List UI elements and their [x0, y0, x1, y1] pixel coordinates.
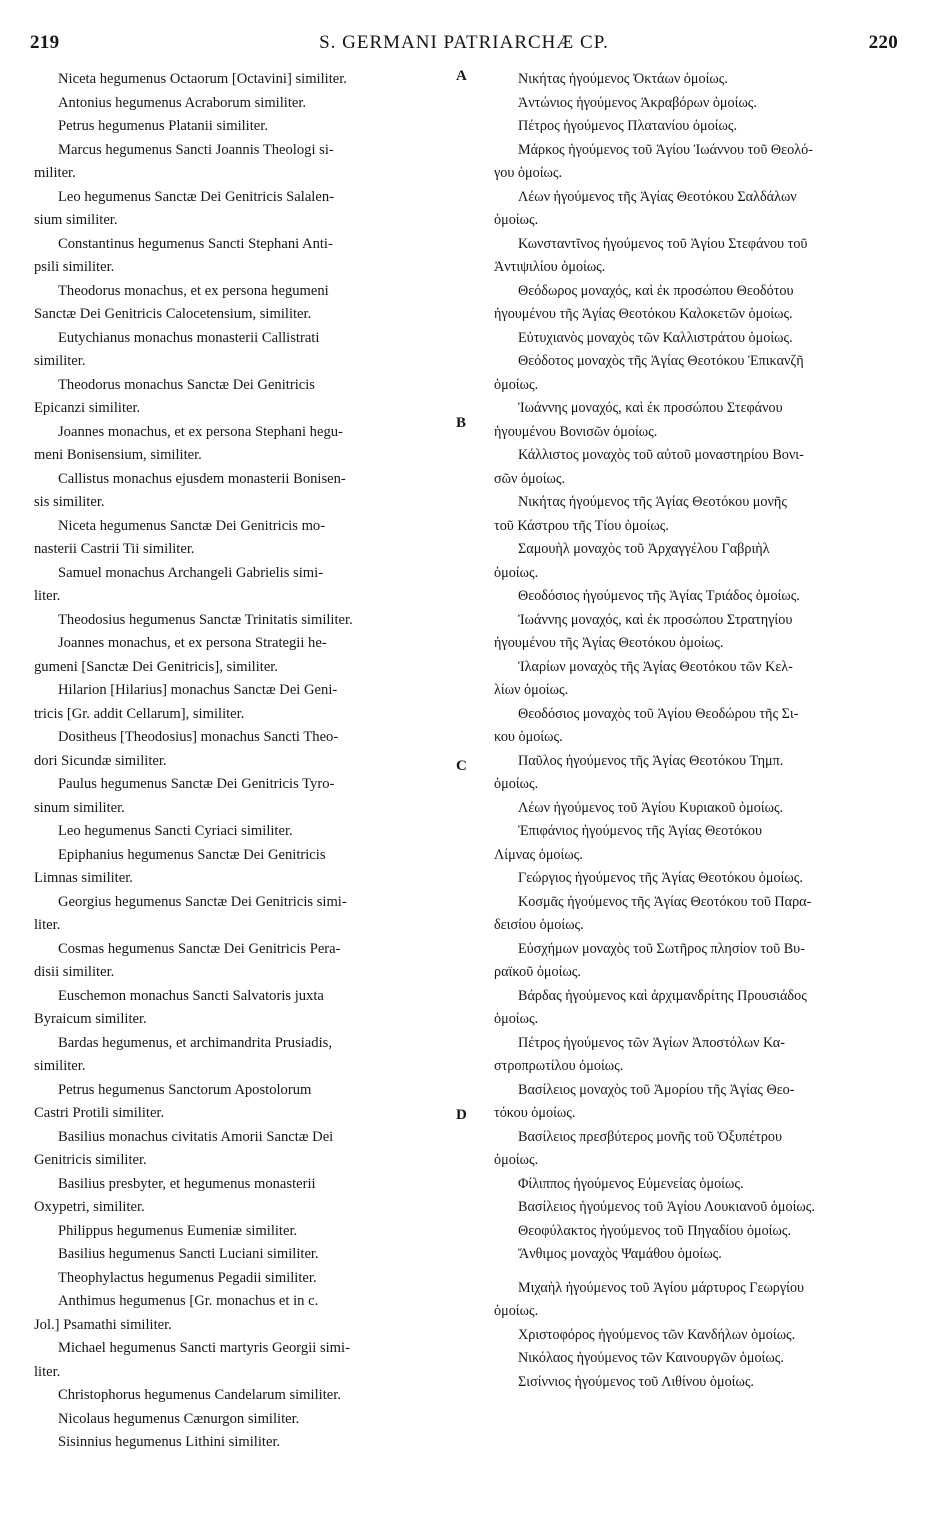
latin-entry [34, 1173, 456, 1220]
latin-entry [34, 233, 456, 280]
greek-column [494, 68, 894, 1394]
entry-line: sis similiter. [34, 494, 105, 510]
greek-entry [494, 327, 894, 351]
entry-line: psili similiter. [34, 259, 115, 275]
greek-entry [494, 585, 894, 609]
entry-line: ἡγουμένου τῆς Ἁγίας Θεοτόκου ὁμοίως. [494, 635, 724, 651]
latin-entry [34, 1243, 456, 1267]
entry-line: Sisinnius hegumenus Lithini similiter. [58, 1434, 281, 1450]
entry-line: Oxypetri, similiter. [34, 1199, 145, 1215]
greek-entry [494, 1347, 894, 1371]
entry-line: Βάρδας ἡγούμενος καὶ ἀρχιμανδρίτης Προυσιάδος [518, 987, 807, 1004]
latin-entry [34, 985, 456, 1032]
entry-line: Ἱλαρίων μοναχὸς τῆς Ἁγίας Θεοτόκου τῶν Κελ- [518, 658, 793, 675]
latin-entry [34, 92, 456, 116]
entry-line: Ἰωάννης μοναχός, καὶ ἐκ προσώπου Στρατηγίου [518, 611, 793, 628]
entry-line: Petrus hegumenus Sanctorum Apostolorum [58, 1081, 312, 1098]
entry-line: Joannes monachus, et ex persona Stephani hegu- [58, 423, 343, 440]
page-number-left: 219 [30, 32, 60, 53]
entry-line: ὁμοίως. [494, 776, 539, 792]
entry-line: Θεοδόσιος μοναχὸς τοῦ Ἁγίου Θεοδώρου τῆς Σι- [518, 705, 799, 722]
entry-line: Basilius monachus civitatis Amorii Sanctæ Dei [58, 1128, 334, 1145]
entry-line: Genitricis similiter. [34, 1152, 147, 1168]
entry-line: Ἐπιφάνιος ἡγούμενος τῆς Ἁγίας Θεοτόκου [518, 823, 763, 839]
entry-line: Ἰωάννης μοναχός, καὶ ἐκ προσώπου Στεφάνου [518, 400, 783, 416]
greek-entry [494, 538, 894, 585]
entry-line: Κάλλιστος μοναχὸς τοῦ αὐτοῦ μοναστηρίου Βονι- [518, 447, 804, 463]
latin-entry [34, 609, 456, 633]
entry-line: Theophylactus hegumenus Pegadii similiter. [58, 1269, 317, 1286]
latin-entry [34, 139, 456, 186]
running-title: S. GERMANI PATRIARCHÆ CP. [319, 32, 609, 53]
entry-line: Σισίννιος ἡγούμενος τοῦ Λιθίνου ὁμοίως. [518, 1373, 754, 1390]
greek-entry [494, 186, 894, 233]
entry-line: Βασίλειος μοναχὸς τοῦ Ἀμορίου τῆς Ἁγίας Θεο- [518, 1081, 795, 1098]
entry-line: ὁμοίως. [494, 1152, 539, 1168]
greek-entry [494, 820, 894, 867]
latin-entry [34, 515, 456, 562]
latin-entry [34, 68, 456, 92]
entry-line: nasterii Castrii Tii similiter. [34, 541, 195, 557]
entry-line: Μάρκος ἡγούμενος τοῦ Ἁγίου Ἰωάννου τοῦ Θεολό- [518, 141, 813, 158]
greek-entry [494, 1126, 894, 1173]
entry-line: Μιχαὴλ ἡγούμενος τοῦ Ἁγίου μάρτυρος Γεωργίου [518, 1279, 805, 1296]
latin-entry [34, 938, 456, 985]
entry-line: ἡγουμένου τῆς Ἁγίας Θεοτόκου Καλοκετῶν ὁμοίως. [494, 306, 793, 322]
entry-line: meni Bonisensium, similiter. [34, 447, 202, 463]
greek-entry [494, 350, 894, 397]
entry-line: tricis [Gr. addit Cellarum], similiter. [34, 705, 245, 722]
latin-entry [34, 421, 456, 468]
latin-entry [34, 562, 456, 609]
entry-line: Georgius hegumenus Sanctæ Dei Genitricis simi- [58, 893, 347, 910]
entry-line: στροπρωτίλου ὁμοίως. [494, 1058, 624, 1074]
greek-entry [494, 1324, 894, 1348]
latin-entry [34, 1032, 456, 1079]
greek-entry [494, 491, 894, 538]
latin-entry [34, 891, 456, 938]
entry-line: Θεόδωρος μοναχός, καὶ ἐκ προσώπου Θεοδότου [518, 282, 794, 299]
greek-entry [494, 609, 894, 656]
greek-entry [494, 867, 894, 891]
entry-line: ὁμοίως. [494, 376, 539, 393]
entry-line: Theodorus monachus Sanctæ Dei Genitricis [58, 376, 315, 393]
greek-entry [494, 1243, 894, 1267]
greek-entry [494, 1277, 894, 1324]
latin-column [34, 68, 456, 1455]
entry-line: Leo hegumenus Sanctæ Dei Genitricis Salalen- [58, 188, 334, 205]
entry-line: Ἄνθιμος μοναχὸς Ψαμάθου ὁμοίως. [518, 1246, 722, 1262]
latin-entry [34, 327, 456, 374]
entry-line: ὁμοίως. [494, 1011, 539, 1027]
entry-line: κου ὁμοίως. [494, 729, 563, 745]
entry-line: Γεώργιος ἡγούμενος τῆς Ἁγίας Θεοτόκου ὁμοίως. [518, 870, 803, 886]
entry-line: Michael hegumenus Sancti martyris Georgii simi- [58, 1340, 350, 1356]
greek-entry [494, 397, 894, 444]
margin-marker-b: B [456, 415, 467, 431]
entry-line: Jol.] Psamathi similiter. [34, 1316, 172, 1333]
entry-line: Christophorus hegumenus Candelarum similiter. [58, 1387, 341, 1403]
latin-entry [34, 632, 456, 679]
entry-line: Antonius hegumenus Acraborum similiter. [58, 94, 307, 111]
entry-line: Εὐτυχιανὸς μοναχὸς τῶν Καλλιστράτου ὁμοίως. [518, 329, 793, 346]
entry-line: Cosmas hegumenus Sanctæ Dei Genitricis Pera- [58, 940, 341, 957]
entry-line: Anthimus hegumenus [Gr. monachus et in c. [58, 1293, 319, 1309]
latin-entry [34, 115, 456, 139]
greek-entry [494, 656, 894, 703]
latin-entry [34, 726, 456, 773]
entry-line: Theodosius hegumenus Sanctæ Trinitatis similiter. [58, 611, 353, 628]
entry-line: Sanctæ Dei Genitricis Calocetensium, similiter. [34, 306, 312, 322]
entry-line: dori Sicundæ similiter. [34, 752, 167, 769]
entry-line: liter. [34, 1363, 61, 1380]
entry-line: Limnas similiter. [34, 870, 133, 886]
entry-line: Marcus hegumenus Sancti Joannis Theologi si- [58, 141, 334, 158]
greek-entry [494, 1220, 894, 1244]
entry-line: Hilarion [Hilarius] monachus Sanctæ Dei Geni- [58, 682, 338, 698]
entry-line: Νικήτας ἡγούμενος τῆς Ἁγίας Θεοτόκου μονῆς [518, 494, 787, 510]
latin-entry [34, 1337, 456, 1384]
entry-line: Σαμουὴλ μοναχὸς τοῦ Ἀρχαγγέλου Γαβριὴλ [518, 541, 770, 557]
latin-entry [34, 374, 456, 421]
entry-line: Petrus hegumenus Platanii similiter. [58, 118, 268, 134]
entry-line: Χριστοφόρος ἡγούμενος τῶν Κανδήλων ὁμοίως. [518, 1326, 796, 1343]
greek-entry [494, 985, 894, 1032]
entry-line: δεισίου ὁμοίως. [494, 917, 584, 933]
entry-line: Epicanzi similiter. [34, 400, 141, 416]
greek-entry [494, 233, 894, 280]
entry-line: Callistus monachus ejusdem monasterii Bonisen- [58, 470, 346, 487]
latin-entry [34, 1267, 456, 1291]
margin-marker-d: D [456, 1107, 467, 1123]
entry-line: σῶν ὁμοίως. [494, 470, 566, 487]
page-number-right: 220 [868, 32, 898, 53]
entry-line: Θεοφύλακτος ἡγούμενος τοῦ Πηγαδίου ὁμοίως. [518, 1222, 791, 1239]
entry-line: ἡγουμένου Βονισῶν ὁμοίως. [494, 423, 658, 440]
margin-marker-c: C [456, 758, 467, 774]
entry-line: Nicolaus hegumenus Cænurgon similiter. [58, 1410, 300, 1427]
entry-line: ὁμοίως. [494, 212, 539, 228]
entry-line: Paulus hegumenus Sanctæ Dei Genitricis Tyro- [58, 776, 335, 792]
entry-line: Leo hegumenus Sancti Cyriaci similiter. [58, 823, 293, 839]
entry-line: Philippus hegumenus Eumeniæ similiter. [58, 1222, 298, 1239]
greek-entry [494, 1371, 894, 1395]
running-header [30, 32, 898, 60]
entry-line: λίων ὁμοίως. [494, 682, 569, 698]
entry-line: ὁμοίως. [494, 1303, 539, 1319]
entry-line: ὁμοίως. [494, 564, 539, 581]
greek-entry [494, 139, 894, 186]
latin-entry [34, 1079, 456, 1126]
greek-entry [494, 115, 894, 139]
entry-line: liter. [34, 588, 61, 604]
latin-entry [34, 468, 456, 515]
entry-line: sinum similiter. [34, 799, 125, 816]
latin-entry [34, 1384, 456, 1408]
entry-line: Λίμνας ὁμοίως. [494, 846, 583, 863]
greek-entry [494, 797, 894, 821]
greek-entry [494, 938, 894, 985]
entry-line: Κωνσταντῖνος ἡγούμενος τοῦ Ἁγίου Στεφάνου τοῦ [518, 235, 808, 252]
entry-line: Niceta hegumenus Octaorum [Octavini] similiter. [58, 71, 347, 87]
greek-entry [494, 280, 894, 327]
greek-entry [494, 1079, 894, 1126]
entry-line: Λέων ἡγούμενος τοῦ Ἁγίου Κυριακοῦ ὁμοίως. [518, 799, 784, 816]
latin-entry [34, 1126, 456, 1173]
entry-line: Constantinus hegumenus Sancti Stephani Anti- [58, 235, 333, 252]
entry-line: Dositheus [Theodosius] monachus Sancti Theo- [58, 729, 339, 745]
latin-entry [34, 280, 456, 327]
latin-entry [34, 1408, 456, 1432]
entry-line: Byraicum similiter. [34, 1011, 147, 1027]
greek-entry [494, 1173, 894, 1197]
entry-line: Πέτρος ἡγούμενος Πλατανίου ὁμοίως. [518, 118, 737, 134]
entry-line: Euschemon monachus Sancti Salvatoris juxta [58, 987, 324, 1004]
entry-line: Ἀντώνιος ἡγούμενος Ἀκραβόρων ὁμοίως. [518, 94, 757, 111]
greek-entry [494, 92, 894, 116]
greek-entry [494, 1196, 894, 1220]
greek-entry [494, 444, 894, 491]
entry-line: Κοσμᾶς ἡγούμενος τῆς Ἁγίας Θεοτόκου τοῦ Παρα- [518, 893, 812, 910]
entry-line: Φίλιππος ἡγούμενος Εὐμενείας ὁμοίως. [518, 1175, 744, 1192]
entry-line: Νικόλαος ἡγούμενος τῶν Καινουργῶν ὁμοίως. [518, 1350, 784, 1366]
entry-line: Castri Protili similiter. [34, 1105, 165, 1121]
entry-line: Θεοδόσιος ἡγούμενος τῆς Ἁγίας Τριάδος ὁμοίως. [518, 588, 800, 604]
entry-line: Θεόδοτος μοναχὸς τῆς Ἁγίας Θεοτόκου Ἐπικανζῆ [518, 353, 804, 369]
entry-line: Basilius presbyter, et hegumenus monasterii [58, 1175, 316, 1192]
greek-entry [494, 703, 894, 750]
entry-line: τόκου ὁμοίως. [494, 1105, 576, 1121]
entry-spacer [494, 1267, 894, 1277]
entry-line: ραϊκοῦ ὁμοίως. [494, 964, 581, 980]
entry-line: gumeni [Sanctæ Dei Genitricis], similiter. [34, 658, 278, 675]
greek-entry [494, 1032, 894, 1079]
entry-line: Βασίλειος πρεσβύτερος μονῆς τοῦ Ὀξυπέτρου [518, 1128, 783, 1145]
entry-line: Niceta hegumenus Sanctæ Dei Genitricis mo- [58, 517, 326, 534]
latin-entry [34, 820, 456, 844]
entry-line: Bardas hegumenus, et archimandrita Prusiadis, [58, 1034, 332, 1051]
latin-entry [34, 186, 456, 233]
entry-line: liter. [34, 917, 61, 933]
latin-entry [34, 773, 456, 820]
latin-entry [34, 1290, 456, 1337]
entry-line: Joannes monachus, et ex persona Strategii he- [58, 635, 327, 651]
entry-line: Ἀντιψιλίου ὁμοίως. [494, 259, 606, 275]
entry-line: Theodorus monachus, et ex persona hegumeni [58, 282, 329, 299]
latin-entry [34, 1220, 456, 1244]
entry-line: Samuel monachus Archangeli Gabrielis simi- [58, 564, 324, 581]
latin-entry [34, 844, 456, 891]
entry-line: militer. [34, 165, 76, 181]
latin-entry [34, 679, 456, 726]
entry-line: Epiphanius hegumenus Sanctæ Dei Genitricis [58, 846, 326, 863]
entry-line: sium similiter. [34, 212, 118, 228]
entry-line: τοῦ Κάστρου τῆς Τίου ὁμοίως. [494, 517, 669, 534]
greek-entry [494, 891, 894, 938]
entry-line: Εὐσχήμων μοναχὸς τοῦ Σωτῆρος πλησίον τοῦ Βυ- [518, 940, 805, 957]
latin-entry [34, 1431, 456, 1455]
entry-line: Πέτρος ἡγούμενος τῶν Ἁγίων Ἀποστόλων Κα- [518, 1034, 785, 1051]
greek-entry [494, 68, 894, 92]
greek-entry [494, 750, 894, 797]
entry-line: Basilius hegumenus Sancti Luciani similiter. [58, 1246, 319, 1262]
entry-line: disii similiter. [34, 964, 115, 980]
entry-line: Παῦλος ἡγούμενος τῆς Ἁγίας Θεοτόκου Τημπ. [518, 752, 784, 769]
entry-line: Βασίλειος ἡγούμενος τοῦ Ἁγίου Λουκιανοῦ ὁμοίως. [518, 1199, 815, 1215]
margin-marker-a: A [456, 68, 467, 84]
entry-line: similiter. [34, 353, 86, 369]
entry-line: γου ὁμοίως. [494, 165, 563, 181]
entry-line: Eutychianus monachus monasterii Callistrati [58, 329, 320, 346]
entry-line: similiter. [34, 1058, 86, 1074]
entry-line: Νικήτας ἡγούμενος Ὀκτάων ὁμοίως. [518, 71, 728, 87]
entry-line: Λέων ἡγούμενος τῆς Ἁγίας Θεοτόκου Σαλδάλων [518, 188, 797, 205]
